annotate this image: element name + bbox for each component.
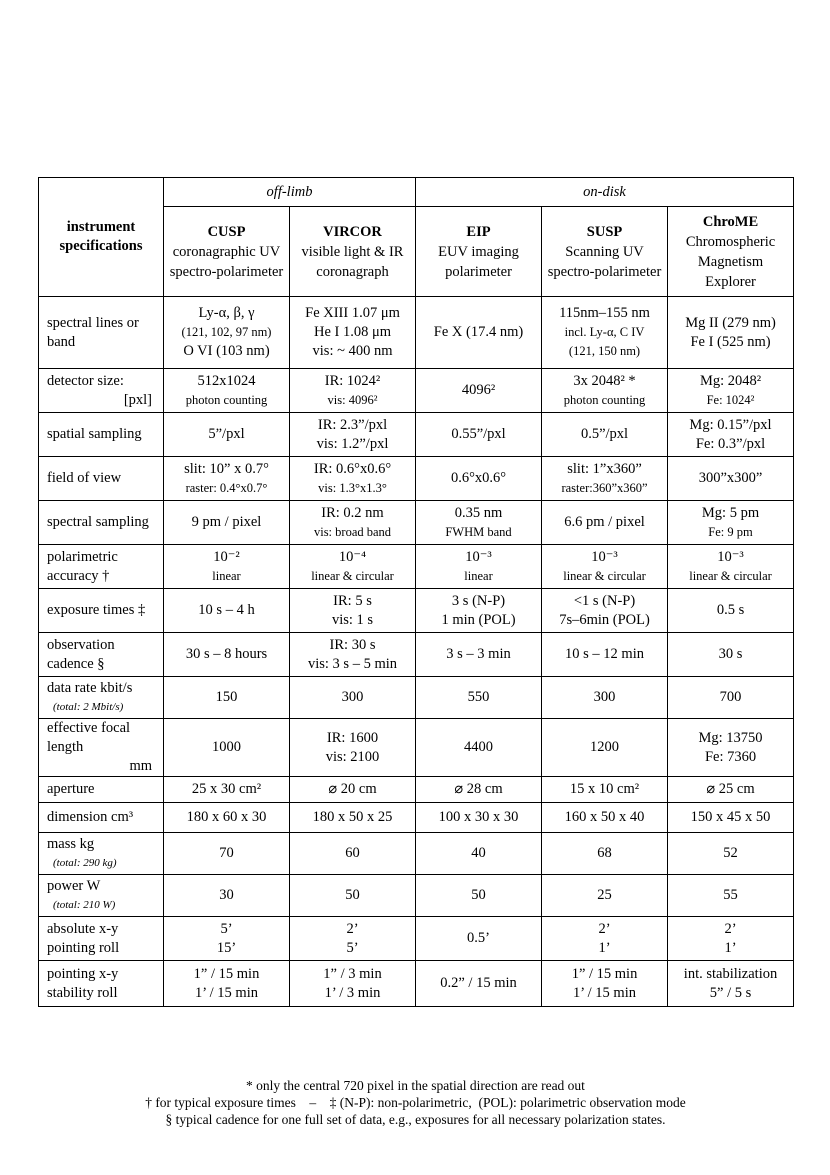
spec-cell — [668, 833, 794, 875]
spec-cell-line: ⌀ 28 cm — [454, 781, 503, 797]
spec-row — [39, 961, 794, 1007]
spec-cell-line: ⌀ 20 cm — [328, 781, 377, 797]
spec-cell — [416, 633, 542, 677]
instrument-name: EIP — [466, 223, 491, 240]
spec-cell — [542, 961, 668, 1007]
spec-cell — [416, 961, 542, 1007]
spec-cell-line: 1’ / 15 min — [573, 984, 636, 1001]
group-offlimb: off-limb — [164, 178, 416, 207]
spec-cell-line: int. stabilization — [683, 965, 778, 982]
spec-row — [39, 589, 794, 633]
spec-cell — [290, 803, 416, 833]
spec-cell-line: 2’ — [598, 920, 611, 937]
spec-cell-line: 300 — [593, 689, 616, 705]
spec-cell — [290, 917, 416, 961]
spec-cell — [668, 545, 794, 589]
spec-cell — [290, 369, 416, 413]
spec-row-label — [39, 677, 164, 719]
spec-cell-line: 3 s – 3 min — [446, 646, 511, 662]
spec-cell — [164, 545, 290, 589]
spec-cell — [542, 413, 668, 457]
spec-cell — [164, 297, 290, 369]
spec-cell — [542, 719, 668, 777]
spec-cell-line: 25 — [597, 887, 612, 903]
instrument-spec-table — [38, 177, 794, 1007]
spec-row-label-text: data rate kbit/s — [47, 679, 133, 696]
spec-cell-line: 0.5 s — [716, 602, 745, 618]
spec-cell — [164, 961, 290, 1007]
spec-row-label-unit: pointing roll — [47, 939, 120, 956]
spec-cell-line: 115nm–155 nm — [559, 305, 650, 321]
instrument-desc: visible light & IR coronagraph — [301, 243, 404, 280]
spec-cell-line: 5” / 5 s — [709, 984, 752, 1001]
spec-table-body — [39, 297, 794, 1007]
spec-cell — [668, 369, 794, 413]
spec-cell — [416, 875, 542, 917]
spec-cell-line: 10 s – 4 h — [198, 602, 255, 618]
spec-cell — [668, 633, 794, 677]
spec-cell-line: 0.35 nm — [454, 504, 503, 521]
spec-row-label — [39, 501, 164, 545]
spec-row-label-text: detector size: — [47, 372, 124, 389]
spec-cell-line: 6.6 pm / pixel — [564, 514, 645, 530]
spec-cell-line: 300”x300” — [698, 470, 763, 486]
instrument-cusp — [164, 207, 290, 297]
spec-cell — [290, 589, 416, 633]
spec-row — [39, 803, 794, 833]
spec-cell-line: 150 x 45 x 50 — [690, 809, 771, 825]
spec-cell — [164, 633, 290, 677]
spec-cell-line: linear — [464, 568, 493, 583]
spec-cell-line: FWHM band — [445, 524, 512, 539]
instrument-name: ChroME — [702, 213, 759, 230]
spec-cell-line: linear & circular — [563, 568, 646, 583]
spec-cell-line: vis: 3 s – 5 min — [307, 655, 398, 672]
spec-table-wrapper — [38, 177, 793, 1007]
spec-cell-line: 52 — [723, 845, 738, 861]
spec-cell — [668, 677, 794, 719]
spec-row — [39, 457, 794, 501]
spec-cell-line: 1’ — [598, 939, 611, 956]
spec-cell-line: IR: 0.2 nm — [321, 504, 384, 521]
spec-cell-line: 5”/pxl — [208, 426, 245, 442]
spec-cell — [290, 413, 416, 457]
spec-cell-line: 300 — [341, 689, 364, 705]
spec-row-label-text: spatial sampling — [47, 426, 142, 442]
spec-cell-line: 160 x 50 x 40 — [564, 809, 645, 825]
spec-row-label — [39, 917, 164, 961]
spec-cell-line: 700 — [719, 689, 742, 705]
spec-cell-line: IR: 2.3”/pxl — [317, 416, 388, 433]
spec-cell-line: 3x 2048² * — [573, 372, 636, 389]
spec-cell — [542, 369, 668, 413]
spec-cell — [416, 545, 542, 589]
spec-cell-line: 3 s (N-P) — [451, 592, 506, 609]
row-label-header — [39, 178, 164, 297]
spec-cell-line: 1 min (POL) — [441, 611, 516, 628]
spec-cell — [668, 297, 794, 369]
spec-cell-line: linear — [212, 568, 241, 583]
spec-row-label-unit: stability roll — [47, 984, 118, 1001]
spec-cell-line: 7s–6min (POL) — [559, 611, 650, 628]
spec-cell — [416, 719, 542, 777]
spec-cell — [542, 457, 668, 501]
spec-cell-line: 15 x 10 cm² — [569, 781, 640, 797]
spec-cell-line: 1’ / 15 min — [195, 984, 258, 1001]
spec-cell-line: 40 — [471, 845, 486, 861]
spec-cell-line: 4400 — [464, 739, 494, 755]
spec-cell-line: Fe: 7360 — [704, 748, 757, 765]
spec-cell-line: 10⁻³ — [717, 548, 744, 565]
spec-cell-line: 4096² — [461, 382, 496, 398]
spec-cell — [416, 833, 542, 875]
spec-cell — [164, 413, 290, 457]
spec-cell-line: 10 s – 12 min — [565, 646, 644, 662]
spec-row-label-unit: mm — [129, 758, 152, 774]
spec-cell-line: 100 x 30 x 30 — [438, 809, 519, 825]
spec-cell-line: IR: 30 s — [329, 636, 376, 653]
spec-cell — [164, 457, 290, 501]
spec-cell — [668, 413, 794, 457]
spec-cell-line: Fe: 9 pm — [708, 524, 753, 539]
spec-cell-line: Fe: 1024² — [706, 392, 755, 407]
spec-row-label-unit: (total: 210 W) — [53, 898, 116, 911]
spec-cell-line: 5’ — [346, 939, 359, 956]
row-label-header-text: instrument specifications — [59, 219, 143, 254]
spec-cell-line: 1” / 3 min — [323, 965, 382, 982]
instrument-desc: coronagraphic UV spectro-polarimeter — [169, 243, 284, 280]
spec-cell-line: Mg II (279 nm) — [685, 314, 776, 331]
instrument-desc: Scanning UV spectro-polarimeter — [547, 243, 662, 280]
spec-cell-line: 512x1024 — [197, 372, 256, 389]
spec-cell-line: Fe: 0.3”/pxl — [695, 435, 766, 452]
spec-cell — [542, 875, 668, 917]
spec-cell — [290, 633, 416, 677]
spec-cell — [290, 719, 416, 777]
spec-cell — [164, 917, 290, 961]
spec-cell-line: O VI (103 nm) — [183, 343, 270, 359]
spec-cell-line: 10⁻³ — [591, 548, 618, 565]
spec-cell-line: 1’ / 3 min — [324, 984, 381, 1001]
spec-cell-line: 55 — [723, 887, 738, 903]
spec-cell-line: Fe XIII 1.07 μm — [305, 305, 400, 321]
spec-row-label — [39, 803, 164, 833]
spec-cell-line: Fe X (17.4 nm) — [433, 324, 524, 340]
spec-cell-line: 50 — [345, 887, 360, 903]
spec-row — [39, 545, 794, 589]
spec-row-label-unit: [pxl] — [123, 391, 152, 408]
footnotes — [38, 1077, 793, 1128]
spec-cell — [416, 777, 542, 803]
spec-cell — [164, 777, 290, 803]
spec-cell-line: IR: 1024² — [324, 372, 381, 389]
spec-cell — [164, 589, 290, 633]
instrument-name: VIRCOR — [323, 223, 382, 240]
footnote-exposure: † for typical exposure times – ‡ (N-P): non-polarimetric, (POL): polarimetric observation mode — [145, 1095, 686, 1110]
spec-row-label — [39, 633, 164, 677]
group-ondisk: on-disk — [416, 178, 794, 207]
spec-cell-line: Mg: 2048² — [699, 372, 762, 389]
spec-cell-line: vis: 1 s — [331, 611, 374, 628]
spec-row-label — [39, 875, 164, 917]
spec-cell — [290, 457, 416, 501]
spec-cell — [290, 501, 416, 545]
spec-cell-line: 10⁻³ — [465, 548, 492, 565]
spec-cell-line: (121, 150 nm) — [568, 344, 641, 358]
spec-cell-line: slit: 1”x360” — [567, 460, 642, 477]
instrument-name: SUSP — [586, 223, 623, 240]
spec-row-label — [39, 777, 164, 803]
spec-cell — [668, 803, 794, 833]
spec-cell-line: linear & circular — [689, 568, 772, 583]
instrument-eip — [416, 207, 542, 297]
group-header-row — [39, 178, 794, 207]
spec-cell-line: 9 pm / pixel — [191, 514, 262, 530]
spec-cell — [668, 589, 794, 633]
spec-cell — [668, 457, 794, 501]
spec-cell-line: 0.55”/pxl — [451, 426, 506, 442]
spec-cell-line: 68 — [597, 845, 612, 861]
spec-cell — [668, 719, 794, 777]
instrument-vircor — [290, 207, 416, 297]
spec-cell — [290, 545, 416, 589]
spec-cell-line: 2’ — [346, 920, 359, 937]
spec-cell-line: vis: 1.3°x1.3° — [318, 480, 387, 495]
spec-cell — [542, 833, 668, 875]
instrument-desc: EUV imaging polarimeter — [438, 243, 519, 280]
spec-cell-line: Ly-α, β, γ — [198, 305, 255, 321]
spec-row-label-text: field of view — [47, 470, 122, 486]
spec-cell-line: 0.6°x0.6° — [450, 470, 507, 486]
spec-cell-line: 60 — [345, 845, 360, 861]
spec-row-label-text: spectral sampling — [47, 514, 149, 530]
spec-cell-line: vis: ~ 400 nm — [312, 343, 393, 359]
spec-row — [39, 777, 794, 803]
spec-row — [39, 633, 794, 677]
spec-cell-line: 0.2” / 15 min — [440, 975, 517, 991]
spec-cell-line: 70 — [219, 845, 234, 861]
spec-row — [39, 875, 794, 917]
instrument-susp — [542, 207, 668, 297]
spec-cell — [416, 803, 542, 833]
spec-cell — [416, 917, 542, 961]
spec-cell-line: slit: 10” x 0.7° — [184, 460, 269, 477]
spec-cell — [290, 777, 416, 803]
spec-row-label-text: exposure times ‡ — [47, 602, 146, 618]
spec-cell-line: vis: 2100 — [325, 748, 380, 765]
spec-cell-line: 30 s – 8 hours — [185, 646, 268, 662]
spec-row-label-text: pointing x-y — [47, 965, 119, 982]
spec-cell-line: vis: 4096² — [327, 392, 378, 407]
spec-row — [39, 917, 794, 961]
spec-cell-line: ⌀ 25 cm — [706, 781, 755, 797]
spec-cell — [290, 297, 416, 369]
spec-cell-line: 10⁻² — [213, 548, 240, 565]
spec-cell — [416, 369, 542, 413]
footnote-cadence: § typical cadence for one full set of data, e.g., exposures for all necessary polarization states. — [165, 1112, 666, 1127]
spec-row-label — [39, 833, 164, 875]
spec-cell — [416, 677, 542, 719]
spec-cell — [164, 677, 290, 719]
spec-cell-line: vis: broad band — [313, 524, 392, 539]
spec-cell-line: 550 — [467, 689, 490, 705]
spec-cell-line: incl. Ly-α, C IV — [564, 325, 645, 339]
spec-cell — [542, 501, 668, 545]
spec-row — [39, 413, 794, 457]
spec-cell — [668, 917, 794, 961]
spec-cell-line: 30 s — [718, 646, 743, 662]
spec-cell — [416, 501, 542, 545]
spec-cell-line: IR: 1600 — [326, 729, 379, 746]
spec-cell-line: He I 1.08 μm — [313, 324, 392, 340]
spec-cell — [542, 677, 668, 719]
spec-cell — [290, 833, 416, 875]
spec-cell-line: 1” / 15 min — [571, 965, 638, 982]
spec-cell-line: 180 x 60 x 30 — [186, 809, 267, 825]
spec-cell-line: 1” / 15 min — [193, 965, 260, 982]
spec-cell — [164, 369, 290, 413]
spec-cell — [542, 297, 668, 369]
spec-cell — [542, 589, 668, 633]
spec-row — [39, 677, 794, 719]
spec-row-label — [39, 369, 164, 413]
spec-cell-line: linear & circular — [311, 568, 394, 583]
spec-row — [39, 833, 794, 875]
spec-row — [39, 297, 794, 369]
spec-cell-line: 0.5”/pxl — [580, 426, 629, 442]
spec-cell — [290, 677, 416, 719]
spec-cell-line: 10⁻⁴ — [338, 548, 367, 565]
spec-cell-line: 0.5’ — [467, 930, 490, 946]
spec-row-label-text: effective focal length — [47, 720, 131, 755]
spec-cell — [290, 961, 416, 1007]
instrument-desc: Chromospheric Magnetism Explorer — [685, 233, 776, 290]
spec-cell-line: <1 s (N-P) — [573, 592, 636, 609]
spec-cell-line: vis: 1.2”/pxl — [316, 435, 389, 452]
spec-row — [39, 369, 794, 413]
spec-row-label-unit: (total: 2 Mbit/s) — [53, 700, 124, 713]
spec-cell-line: 5’ — [220, 920, 233, 937]
spec-cell-line: 15’ — [216, 939, 237, 956]
spec-row-label-text: observation cadence § — [47, 636, 115, 672]
spec-cell-line: Fe I (525 nm) — [690, 333, 771, 350]
spec-cell — [416, 589, 542, 633]
spec-cell-line: 50 — [471, 887, 486, 903]
spec-cell — [416, 457, 542, 501]
spec-cell-line: IR: 5 s — [333, 592, 372, 609]
spec-cell — [542, 917, 668, 961]
spec-cell-line: 150 — [215, 689, 238, 705]
spec-row-label-text: mass kg — [47, 835, 95, 852]
spec-row-label — [39, 297, 164, 369]
spec-cell — [668, 961, 794, 1007]
spec-cell — [416, 297, 542, 369]
spec-cell — [416, 413, 542, 457]
spec-cell — [164, 833, 290, 875]
spec-cell — [668, 777, 794, 803]
spec-row-label-text: polarimetric accuracy † — [47, 548, 118, 584]
spec-cell — [290, 875, 416, 917]
spec-cell-line: 25 x 30 cm² — [191, 781, 262, 797]
spec-row-label-unit: (total: 290 kg) — [53, 856, 117, 869]
spec-row-label — [39, 589, 164, 633]
spec-cell — [542, 545, 668, 589]
spec-row-label-text: aperture — [47, 781, 95, 797]
spec-cell-line: raster:360”x360” — [561, 480, 648, 495]
instrument-name: CUSP — [207, 223, 246, 240]
spec-cell — [164, 875, 290, 917]
spec-row-label — [39, 719, 164, 777]
spec-row-label-text: spectral lines or band — [47, 314, 139, 350]
spec-cell-line: Mg: 13750 — [698, 729, 763, 746]
spec-row — [39, 501, 794, 545]
spec-cell-line: IR: 0.6°x0.6° — [313, 460, 392, 477]
instrument-chrome — [668, 207, 794, 297]
spec-row-label — [39, 545, 164, 589]
spec-cell — [668, 875, 794, 917]
spec-cell-line: photon counting — [563, 392, 646, 407]
spec-row-label — [39, 457, 164, 501]
spec-cell-line: 1’ — [724, 939, 737, 956]
spec-cell — [164, 501, 290, 545]
spec-row-label-text: dimension cm³ — [47, 809, 134, 825]
spec-cell-line: 1200 — [590, 739, 620, 755]
spec-cell-line: 30 — [219, 887, 234, 903]
footnote-detector: * only the central 720 pixel in the spatial direction are read out — [246, 1078, 585, 1093]
spec-cell-line: Mg: 5 pm — [701, 504, 760, 521]
spec-cell — [164, 803, 290, 833]
spec-cell-line: raster: 0.4°x0.7° — [185, 480, 268, 495]
spec-row-label-text: absolute x-y — [47, 920, 119, 937]
spec-cell-line: photon counting — [185, 392, 268, 407]
spec-cell-line: 180 x 50 x 25 — [312, 809, 393, 825]
spec-row — [39, 719, 794, 777]
spec-row-label-text: power W — [47, 877, 101, 894]
spec-cell-line: 2’ — [724, 920, 737, 937]
spec-cell-line: Mg: 0.15”/pxl — [689, 416, 772, 433]
spec-cell — [164, 719, 290, 777]
spec-cell-line: (121, 102, 97 nm) — [181, 325, 272, 339]
spec-cell — [542, 777, 668, 803]
spec-cell — [668, 501, 794, 545]
spec-row-label — [39, 413, 164, 457]
spec-cell — [542, 803, 668, 833]
spec-cell — [542, 633, 668, 677]
spec-row-label — [39, 961, 164, 1007]
spec-cell-line: 1000 — [212, 739, 241, 755]
